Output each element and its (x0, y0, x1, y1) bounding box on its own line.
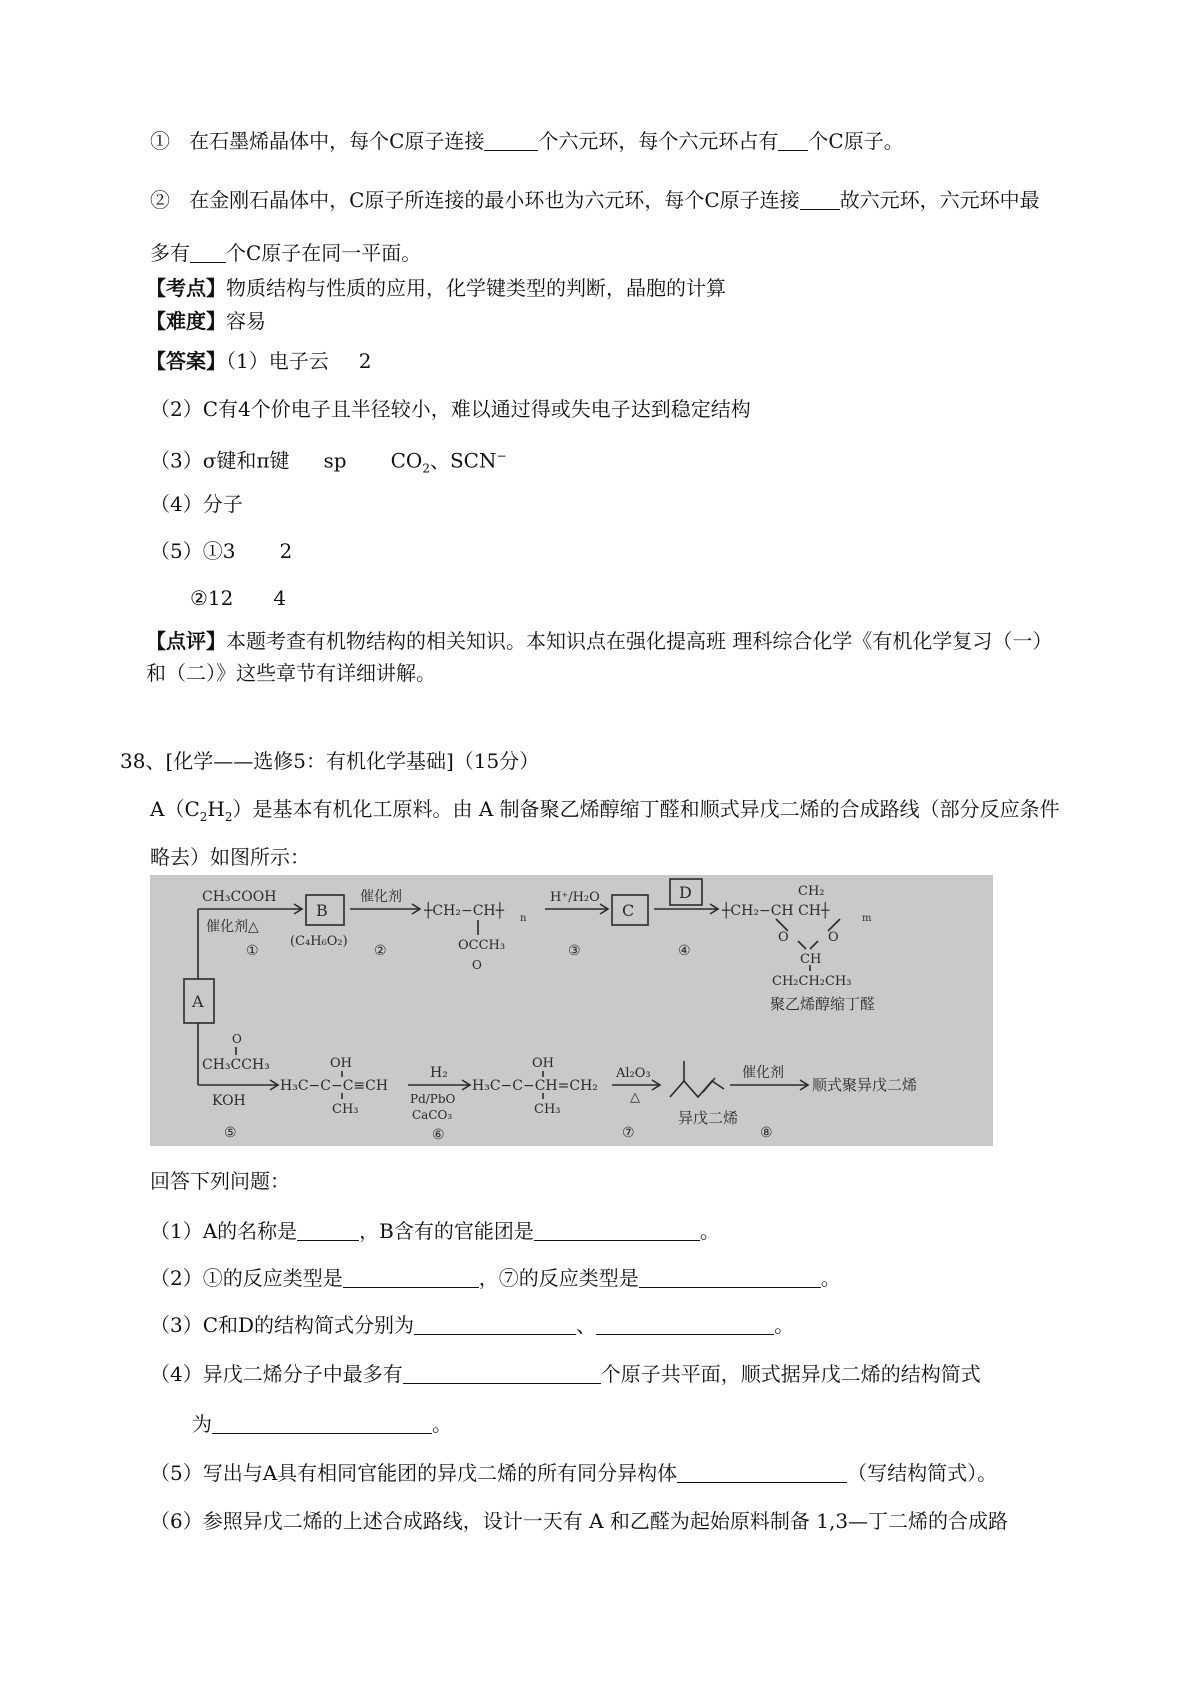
pvb-ch: CH (800, 952, 822, 967)
answer-blank (403, 1363, 601, 1384)
step-label-5: ⑤ (224, 1125, 237, 1141)
acetate-group: OCCH₃ (458, 938, 506, 953)
box-B-label: B (316, 901, 328, 920)
methyl-2: CH₃ (534, 1102, 561, 1117)
q38-intro: $A(C_2H_2)$是基本有机化工原料。由 A 制备聚乙烯醇缩丁醛和顺式异戊二烯的合成路线（部分反应条件 (150, 797, 1060, 824)
answer-blank (800, 189, 840, 210)
step-label-6: ⑥ (432, 1127, 445, 1143)
answer-blank (596, 1314, 774, 1335)
answer-blank (414, 1314, 576, 1335)
answer-prompt: 回答下列问题： (150, 1169, 290, 1193)
answer-blank (212, 1413, 432, 1434)
daan-line4: （4）分子 (150, 492, 243, 516)
formula-B: (C₄H₆O₂) (290, 934, 348, 949)
name-pvb: 聚乙烯醇缩丁醛 (770, 995, 876, 1013)
condition-pd-pbo: Pd/PbO (410, 1092, 456, 1106)
name-isoprene: 异戊二烯 (678, 1109, 739, 1127)
reagent-al2o3: Al₂O₃ (616, 1066, 651, 1081)
synthesis-route-figure (150, 875, 993, 1146)
reagent-catalyst-8: 催化剂 (742, 1065, 784, 1081)
condition-catalyst-heat: 催化剂△ (206, 919, 259, 935)
daan-line6: ②12 4 (190, 586, 287, 610)
step-label-2: ② (374, 943, 387, 959)
q38-part1: （1）A的名称是 ，B含有的官能团是 。 (150, 1219, 720, 1243)
methyl-1: CH₃ (332, 1102, 359, 1117)
reagent-acetone: CH₃CCH₃ (202, 1057, 270, 1073)
polymer1-n: n (520, 913, 527, 924)
answer-blank (297, 1220, 359, 1241)
box-D-label: D (679, 883, 692, 902)
ketone-oxygen: O (232, 1032, 242, 1046)
dianping: 【点评】本题考查有机物结构的相关知识。本知识点在强化提高班 理科综合化学《有机化学复习（一） (146, 629, 1053, 653)
pvb-ch2: CH₂ (798, 884, 825, 899)
answer-blank (778, 130, 808, 151)
condition-caco3: CaCO₃ (412, 1108, 453, 1122)
pvb-polymer: ┼CH₂−CH CH┼ (722, 903, 830, 919)
q5-item2: ② 在金刚石晶体中，C原子所连接的最小环也为六元环，每个C原子连接 故六元环，六元环中最 (150, 188, 1040, 212)
step-label-8: ⑧ (760, 1125, 773, 1141)
box-A-label: A (192, 992, 204, 1011)
daan-line5: （5）①3 2 (150, 539, 293, 563)
q38-part5: （5）写出与A具有相同官能团的异戊二烯的所有同分异构体 （写结构简式）。 (150, 1461, 998, 1485)
acetate-oxygen: O (472, 958, 482, 972)
polymer2-m: m (862, 913, 872, 924)
q38-part4-cont: 为 。 (192, 1412, 452, 1436)
daan-line2: （2）C有4个价电子且半径较小，难以通过得或失电子达到稳定结构 (150, 397, 751, 421)
q38-intro-cont: 略去）如图所示： (150, 845, 310, 869)
reagent-h2: H₂ (430, 1065, 448, 1081)
dianping-cont: 和（二）》这些章节有详细讲解。 (146, 661, 436, 685)
methylbutenol: H₃C−C−CH=CH₂ (472, 1078, 598, 1094)
pvb-propyl: CH₂CH₂CH₃ (772, 974, 852, 989)
answer-blank (484, 130, 538, 151)
nandu: 【难度】容易 (146, 309, 266, 333)
synthesis-diagram (150, 875, 993, 1146)
q38-title: 38、[化学——选修5：有机化学基础]（15分） (120, 749, 540, 773)
answer-blank (190, 242, 226, 263)
q38-part3: （3）C和D的结构简式分别为 、 。 (150, 1313, 795, 1337)
polyvinyl-acetate: ┼CH₂−CH┼ (424, 903, 505, 919)
hydroxyl-2: OH (532, 1056, 554, 1071)
q5-item1: ① 在石墨烯晶体中，每个C原子连接 个六元环，每个六元环占有 个C原子。 (150, 129, 904, 153)
q38-part2: （2）①的反应类型是 ，⑦的反应类型是 。 (150, 1266, 841, 1290)
condition-heat-7: △ (630, 1090, 640, 1105)
kaodian: 【考点】物质结构与性质的应用，化学键类型的判断，晶胞的计算 (146, 276, 726, 300)
daan-line3: （3）σ键和π键 sp $CO_2$、SCN− (150, 448, 507, 476)
step-label-7: ⑦ (622, 1125, 635, 1141)
q38-part6: （6）参照异戊二烯的上述合成路线，设计一天有 A 和乙醛为起始原料制备 1,3—丁二烯的合成路 (150, 1509, 1009, 1533)
box-C-label: C (622, 901, 635, 920)
reagent-acetic-acid: CH₃COOH (202, 889, 277, 905)
q5-item2-cont: 多有 个C原子在同一平面。 (150, 241, 422, 265)
reagent-catalyst-2: 催化剂 (360, 889, 402, 905)
pvb-oxygen-2: O (828, 930, 839, 945)
step-label-3: ③ (568, 943, 581, 959)
product-cis-polyisoprene: 顺式聚异戊二烯 (812, 1076, 918, 1094)
reagent-h-water: H⁺/H₂O (550, 890, 600, 905)
step-label-1: ① (246, 943, 259, 959)
answer-blank (343, 1267, 479, 1288)
answer-blank (677, 1462, 847, 1483)
answer-blank (534, 1220, 700, 1241)
q38-part4: （4）异戊二烯分子中最多有 个原子共平面，顺式据异戊二烯的结构简式 (150, 1362, 981, 1386)
condition-koh: KOH (212, 1093, 246, 1109)
step-label-4: ④ (678, 943, 691, 959)
hydroxyl-1: OH (330, 1056, 352, 1071)
answer-blank (639, 1267, 821, 1288)
daan-line1: 【答案】（1）电子云 2 (146, 349, 372, 373)
methylbutynol: H₃C−C−C≡CH (280, 1078, 389, 1094)
pvb-oxygen-1: O (778, 930, 789, 945)
